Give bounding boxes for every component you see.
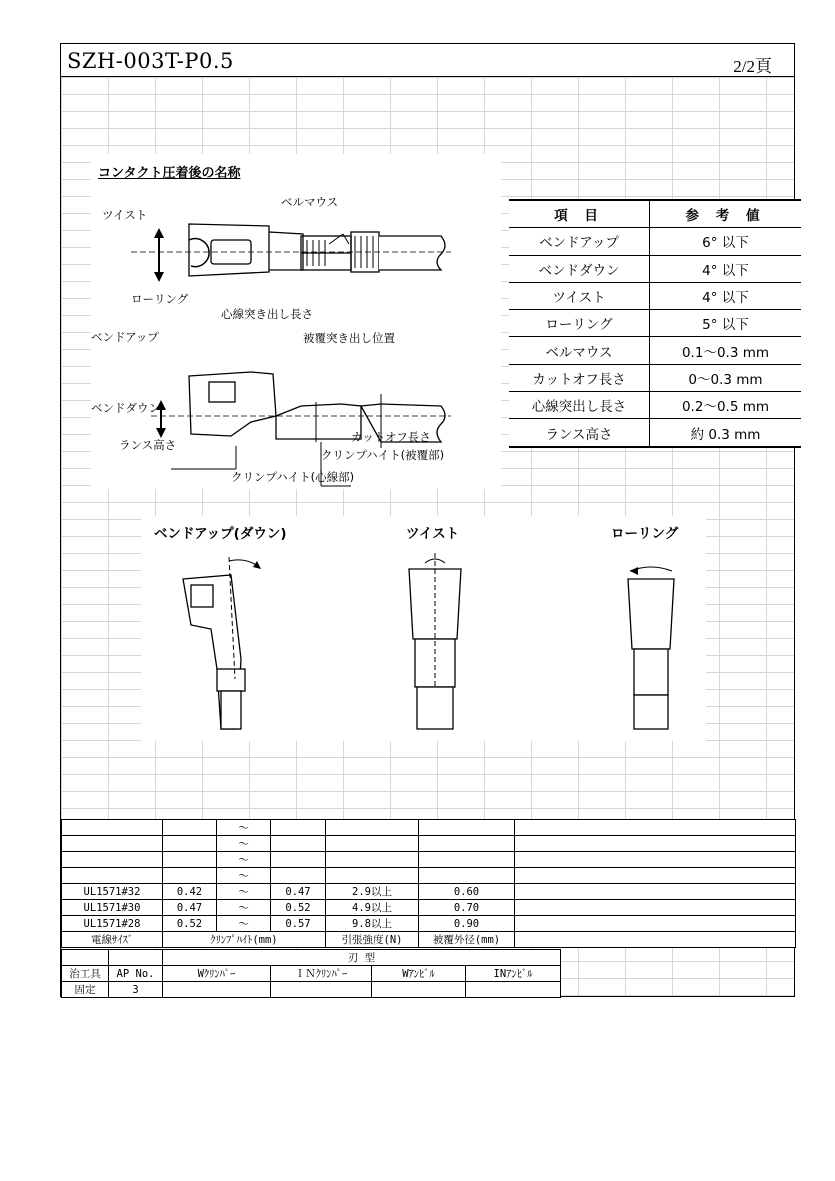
empty-cell — [515, 820, 796, 836]
empty-cell — [62, 950, 109, 966]
empty-cell — [271, 836, 326, 852]
label-crimp-insulation: クリンプハイト(被覆部) — [321, 448, 445, 462]
ref-value: 0.2～0.5 mm — [650, 392, 802, 419]
label-crimp-core: クリンプハイト(心線部) — [231, 470, 355, 484]
header-crimp-height: ｸﾘﾝﾌﾟﾊｲﾄ(mm) — [163, 932, 326, 948]
ref-item: ランス高さ — [509, 419, 650, 447]
bend-figure — [171, 549, 281, 739]
ref-value: 0～0.3 mm — [650, 364, 802, 391]
ref-item: ローリング — [509, 310, 650, 337]
empty-cell — [419, 852, 515, 868]
ref-item: ツイスト — [509, 282, 650, 309]
empty-cell — [326, 836, 419, 852]
blade-label: 刃 型 — [163, 950, 561, 966]
empty-cell — [271, 852, 326, 868]
table-row — [509, 255, 801, 282]
tilde: ～ — [217, 820, 271, 836]
spec-sheet — [60, 43, 795, 997]
empty-cell — [271, 982, 372, 998]
document-title: SZH-003T-P0.5 — [67, 49, 234, 73]
empty-cell — [271, 868, 326, 884]
table-row — [62, 820, 796, 836]
ref-value: 4° 以下 — [650, 282, 802, 309]
table-row — [509, 364, 801, 391]
label-rolling: ローリング — [131, 292, 189, 306]
header-in-crimper: ＩＮｸﾘﾝﾊﾟｰ — [271, 966, 372, 982]
header-wire-size: 電線ｻｲｽﾞ — [62, 932, 163, 948]
empty-cell — [515, 884, 796, 900]
tool-table — [61, 949, 561, 998]
empty-cell — [271, 820, 326, 836]
label-core-protrusion: 心線突き出し長さ — [221, 307, 313, 321]
table-row — [62, 836, 796, 852]
ref-value: 約 0.3 mm — [650, 419, 802, 447]
table-row — [62, 884, 796, 900]
wire-size: UL1571#30 — [62, 900, 163, 916]
crimp-table — [61, 819, 796, 948]
ref-value: 4° 以下 — [650, 255, 802, 282]
twist-figure — [401, 549, 471, 739]
empty-cell — [372, 982, 466, 998]
ref-value: 5° 以下 — [650, 310, 802, 337]
header-tensile: 引張強度(N) — [326, 932, 419, 948]
figure-title-bend: ベンドアップ(ダウン) — [154, 526, 287, 542]
label-bend-down: ベンドダウン — [91, 401, 160, 415]
page-number: 2/2頁 — [733, 57, 772, 76]
wire-size: UL1571#28 — [62, 916, 163, 932]
empty-cell — [326, 852, 419, 868]
tilde: ～ — [217, 852, 271, 868]
crimp-max: 0.57 — [271, 916, 326, 932]
header-w-crimper: Wｸﾘﾝﾊﾟｰ — [163, 966, 271, 982]
table-row — [509, 392, 801, 419]
crimp-min: 0.47 — [163, 900, 217, 916]
ref-item: ベルマウス — [509, 337, 650, 364]
header-ap-no: AP No. — [109, 966, 163, 982]
label-lance: ランス高さ — [119, 438, 177, 452]
empty-cell — [62, 852, 163, 868]
empty-cell — [515, 916, 796, 932]
table-row — [62, 916, 796, 932]
insulation-od: 0.70 — [419, 900, 515, 916]
empty-cell — [326, 868, 419, 884]
label-cutoff: カットオフ長さ — [351, 430, 431, 444]
empty-cell — [163, 820, 217, 836]
section-heading: コンタクト圧着後の名称 — [98, 166, 241, 181]
reference-header-row — [509, 200, 801, 228]
table-row — [509, 310, 801, 337]
empty-cell — [419, 836, 515, 852]
label-bend-up: ベンドアップ — [91, 330, 159, 344]
table-row — [62, 868, 796, 884]
reference-table — [509, 199, 801, 448]
header-in-anvil: INｱﾝﾋﾞﾙ — [466, 966, 561, 982]
tensile-strength: 2.9以上 — [326, 884, 419, 900]
header-row — [62, 966, 561, 982]
tilde: ～ — [217, 836, 271, 852]
header-w-anvil: Wｱﾝﾋﾞﾙ — [372, 966, 466, 982]
empty-cell — [515, 900, 796, 916]
ref-item: 心線突出し長さ — [509, 392, 650, 419]
tensile-strength: 9.8以上 — [326, 916, 419, 932]
insulation-od: 0.90 — [419, 916, 515, 932]
ref-value: 6° 以下 — [650, 228, 802, 255]
header-insulation-od: 被覆外径(mm) — [419, 932, 515, 948]
figure-title-rolling: ローリング — [611, 526, 679, 542]
crimp-min: 0.42 — [163, 884, 217, 900]
reference-header-item: 項 目 — [509, 200, 650, 228]
empty-cell — [163, 836, 217, 852]
header-row — [62, 932, 796, 948]
table-row — [509, 419, 801, 447]
table-row — [509, 282, 801, 309]
tool-value: 固定 — [62, 982, 109, 998]
table-row — [509, 337, 801, 364]
wire-size: UL1571#32 — [62, 884, 163, 900]
empty-cell — [163, 982, 271, 998]
ref-item: ベンドダウン — [509, 255, 650, 282]
header-tool: 治工具 — [62, 966, 109, 982]
figure-title-twist: ツイスト — [406, 526, 460, 542]
table-row — [62, 900, 796, 916]
empty-cell — [515, 932, 796, 948]
title-bar — [61, 44, 794, 77]
tilde: ～ — [217, 916, 271, 932]
ref-value: 0.1～0.3 mm — [650, 337, 802, 364]
empty-cell — [163, 868, 217, 884]
table-row — [62, 950, 561, 966]
ref-item: ベンドアップ — [509, 228, 650, 255]
tilde: ～ — [217, 884, 271, 900]
crimp-min: 0.52 — [163, 916, 217, 932]
crimp-max: 0.52 — [271, 900, 326, 916]
label-bellmouth: ベルマウス — [281, 195, 339, 209]
crimp-max: 0.47 — [271, 884, 326, 900]
reference-header-value: 参 考 値 — [650, 200, 802, 228]
ref-item: カットオフ長さ — [509, 364, 650, 391]
empty-cell — [466, 982, 561, 998]
label-insulation-position: 被覆突き出し位置 — [303, 331, 395, 345]
empty-cell — [515, 852, 796, 868]
tensile-strength: 4.9以上 — [326, 900, 419, 916]
empty-cell — [326, 820, 419, 836]
empty-cell — [62, 836, 163, 852]
tilde: ～ — [217, 868, 271, 884]
table-row — [62, 982, 561, 998]
rolling-figure — [616, 549, 686, 739]
empty-cell — [515, 836, 796, 852]
insulation-od: 0.60 — [419, 884, 515, 900]
empty-cell — [163, 852, 217, 868]
empty-cell — [515, 868, 796, 884]
empty-cell — [419, 868, 515, 884]
tilde: ～ — [217, 900, 271, 916]
table-row — [62, 852, 796, 868]
ap-no-value: 3 — [109, 982, 163, 998]
empty-cell — [62, 820, 163, 836]
empty-cell — [419, 820, 515, 836]
empty-cell — [109, 950, 163, 966]
table-row — [509, 228, 801, 255]
empty-cell — [62, 868, 163, 884]
label-twist: ツイスト — [102, 208, 148, 222]
